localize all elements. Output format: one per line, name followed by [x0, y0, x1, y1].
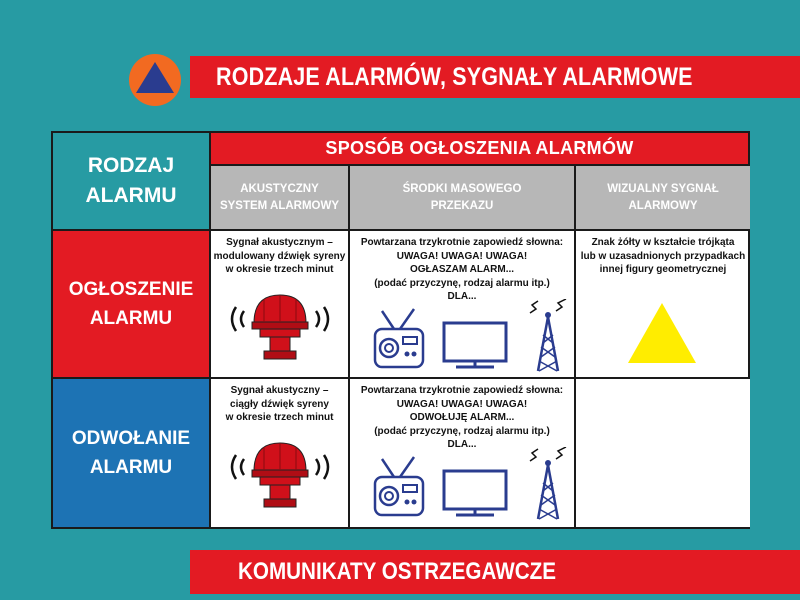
page-title: RODZAJE ALARMÓW, SYGNAŁY ALARMOWE [190, 56, 800, 98]
antenna-tower-icon [526, 299, 570, 373]
radio-icon [372, 455, 426, 519]
col-header-visual: WIZUALNY SYGNAŁ ALARMOWY [576, 166, 750, 231]
cell-cancel-visual [576, 379, 750, 527]
tv-icon [442, 469, 508, 517]
col-header-acoustic: AKUSTYCZNY SYSTEM ALARMOWY [211, 166, 350, 231]
cell-cancel-media: Powtarzana trzykrotnie zapowiedź słowna: UWAGA! UWAGA! UWAGA! ODWOŁUJĘ ALARM... (podać przyczynę, rodzaj alarmu itp.) DLA... [350, 379, 576, 527]
antenna-tower-icon [526, 447, 570, 521]
col-header-media: ŚRODKI MASOWEGO PRZEKAZU [350, 166, 576, 231]
cell-announce-acoustic: Sygnał akustycznym – modulowany dźwięk syreny w okresie trzech minut [211, 231, 350, 379]
cell-announce-visual: Znak żółty w kształcie trójkąta lub w uzasadnionych przypadkach innej figury geometrycznej [576, 231, 750, 379]
footer-title: KOMUNIKATY OSTRZEGAWCZE [190, 550, 800, 594]
siren-icon [224, 289, 336, 369]
radio-icon [372, 307, 426, 371]
row-header-alarm-announce: OGŁOSZENIE ALARMU [53, 231, 211, 379]
row-header-alarm-cancel: ODWOŁANIE ALARMU [53, 379, 211, 527]
alarm-table [51, 131, 750, 529]
tv-icon [442, 321, 508, 369]
cell-cancel-acoustic: Sygnał akustyczny – ciągły dźwięk syreny w okresie trzech minut [211, 379, 350, 527]
cell-announce-media: Powtarzana trzykrotnie zapowiedź słowna: UWAGA! UWAGA! UWAGA! OGŁASZAM ALARM... (podać przyczynę, rodzaj alarmu itp.) DLA... [350, 231, 576, 379]
corner-header: RODZAJ ALARMU [53, 133, 211, 231]
method-header: SPOSÓB OGŁOSZENIA ALARMÓW [211, 133, 750, 166]
yellow-triangle-icon [626, 301, 698, 365]
siren-icon [224, 437, 336, 517]
civil-defense-logo-icon [128, 53, 182, 107]
